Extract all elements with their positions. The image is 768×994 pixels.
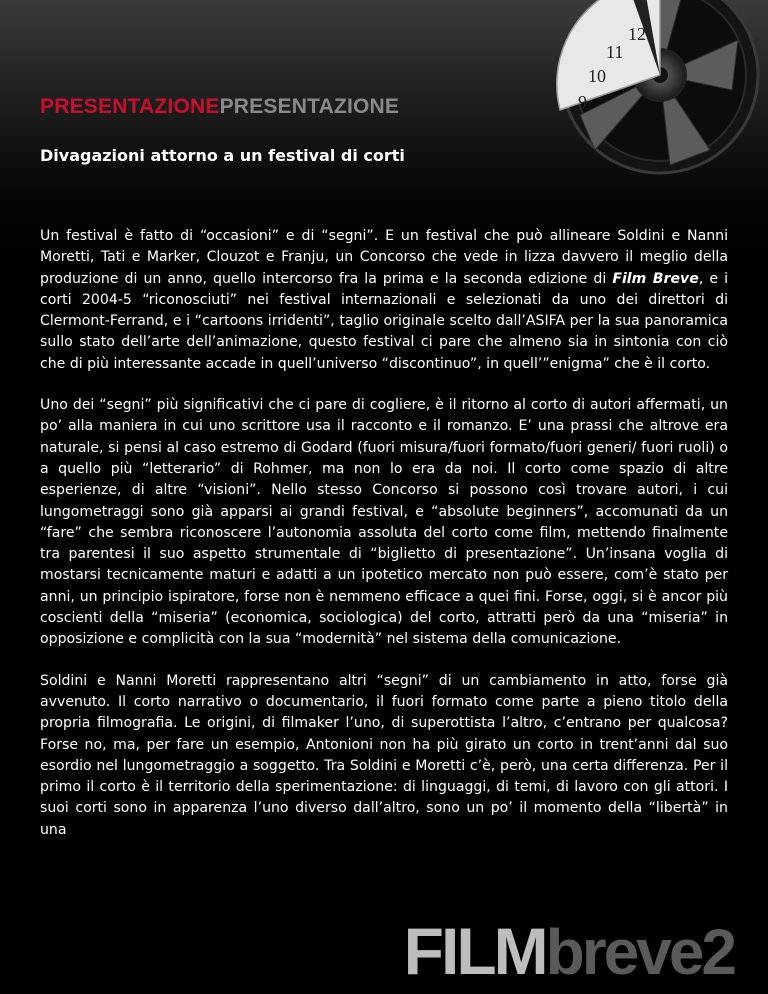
article-body [40,226,728,841]
article-paragraph [40,226,728,375]
section-header-gray: PRESENTAZIONE [219,95,400,118]
film-reel-clock-icon [520,0,768,180]
paragraph-text: Un festival è fatto di “occasioni” e di “segni”. E un festival che può allineare Soldini e Nanni Moretti, Tati e Marker, Clouzot e Franju, un Concorso che vede in lizza davvero il meglio della produzione di un anno, quello intercorso fra la prima e la seconda edizione di [40,228,728,287]
clock-numeral: 11 [606,42,624,62]
article-subtitle: Divagazioni attorno a un festival di corti [40,146,405,165]
filmbreve-logo [403,914,734,988]
clock-numeral: 9 [578,92,587,112]
clock-numeral: 10 [588,66,606,86]
logo-film: FILM [403,914,546,988]
article-paragraph: Uno dei “segni” più significativi che ci pare di cogliere, è il ritorno al corto di autori affermati, un po’ alla maniera in cui uno scrittore usa il racconto e il romanzo. E’ una prassi che altrove era naturale, si pensi al caso estremo di Godard (fuori misura/fuori formato/fuori generi/ fuori ruoli) o a quello più “letterario” di Rohmer, ma non lo era da noi. Il corto come spazio di altre esperienze, di altre “visioni”. Nello stesso Concorso si possono così trovare autori, i cui lungometraggi sono già apparsi ai grandi festival, e “absolute beginners”, accomunati da un “fare” che sembra riconoscere l’autonomia assoluta del corto come film, mettendo finalmente tra parentesi il suo aspetto strumentale di “biglietto di presentazione”. Un’insana voglia di mostarsi tecnicamente maturi e adatti a un ipotetico mercato non può essere, com’è stato per anni, un principio ispiratore, forse non è nemmeno efficace a quei fini. Forse, oggi, si è ancor più coscienti della “miseria” (economica, sociologica) del corto, attratti però da una “miseria” in opposizione e complicità con la sua “modernità” nel sistema della comunicazione. [40,397,728,648]
film-title: Film Breve [612,270,699,287]
paragraph-text: , e i corti 2004-5 “riconosciuti” nei festival internazionali e selezionati da uno dei direttori di Clermont-Ferrand, e i “cartoons irridenti”, taglio originale scelto dall’ASIFA per la sua panoramica sullo stato dell’arte dell’animazione, questo festival ci pare che almeno sia in sintonia con ciò che di più interessante accade in quell’universo “discontinuo”, in quell’”enigma” che è il corto. [40,270,728,372]
article-paragraph: Soldini e Nanni Moretti rappresentano altri “segni” di un cambiamento in atto, forse già avvenuto. Il corto narrativo o documentario, il fuori formato come parte a pieno titolo della propria filmografia. Le origini, di filmaker l’uno, di superottista l’altro, c’entrano per qualcosa? Forse no, ma, per fare un esempio, Antonioni non ha più girato un corto in trent’anni dal suo esordio nel lungometraggio a soggetto. Tra Soldini e Moretti c’è, però, una certa differenza. Per il primo il corto è il territorio della sperimentazione: di linguaggi, di temi, di lavoro con gli attori. I suoi corti sono in apparenza l’uno diverso dall’altro, sono un po’ il momento della “libertà” in una [40,672,728,838]
clock-numeral: 12 [628,24,646,44]
logo-breve: breve2 [545,916,734,988]
section-header-red: PRESENTAZIONE [40,95,220,118]
section-header [40,95,399,119]
